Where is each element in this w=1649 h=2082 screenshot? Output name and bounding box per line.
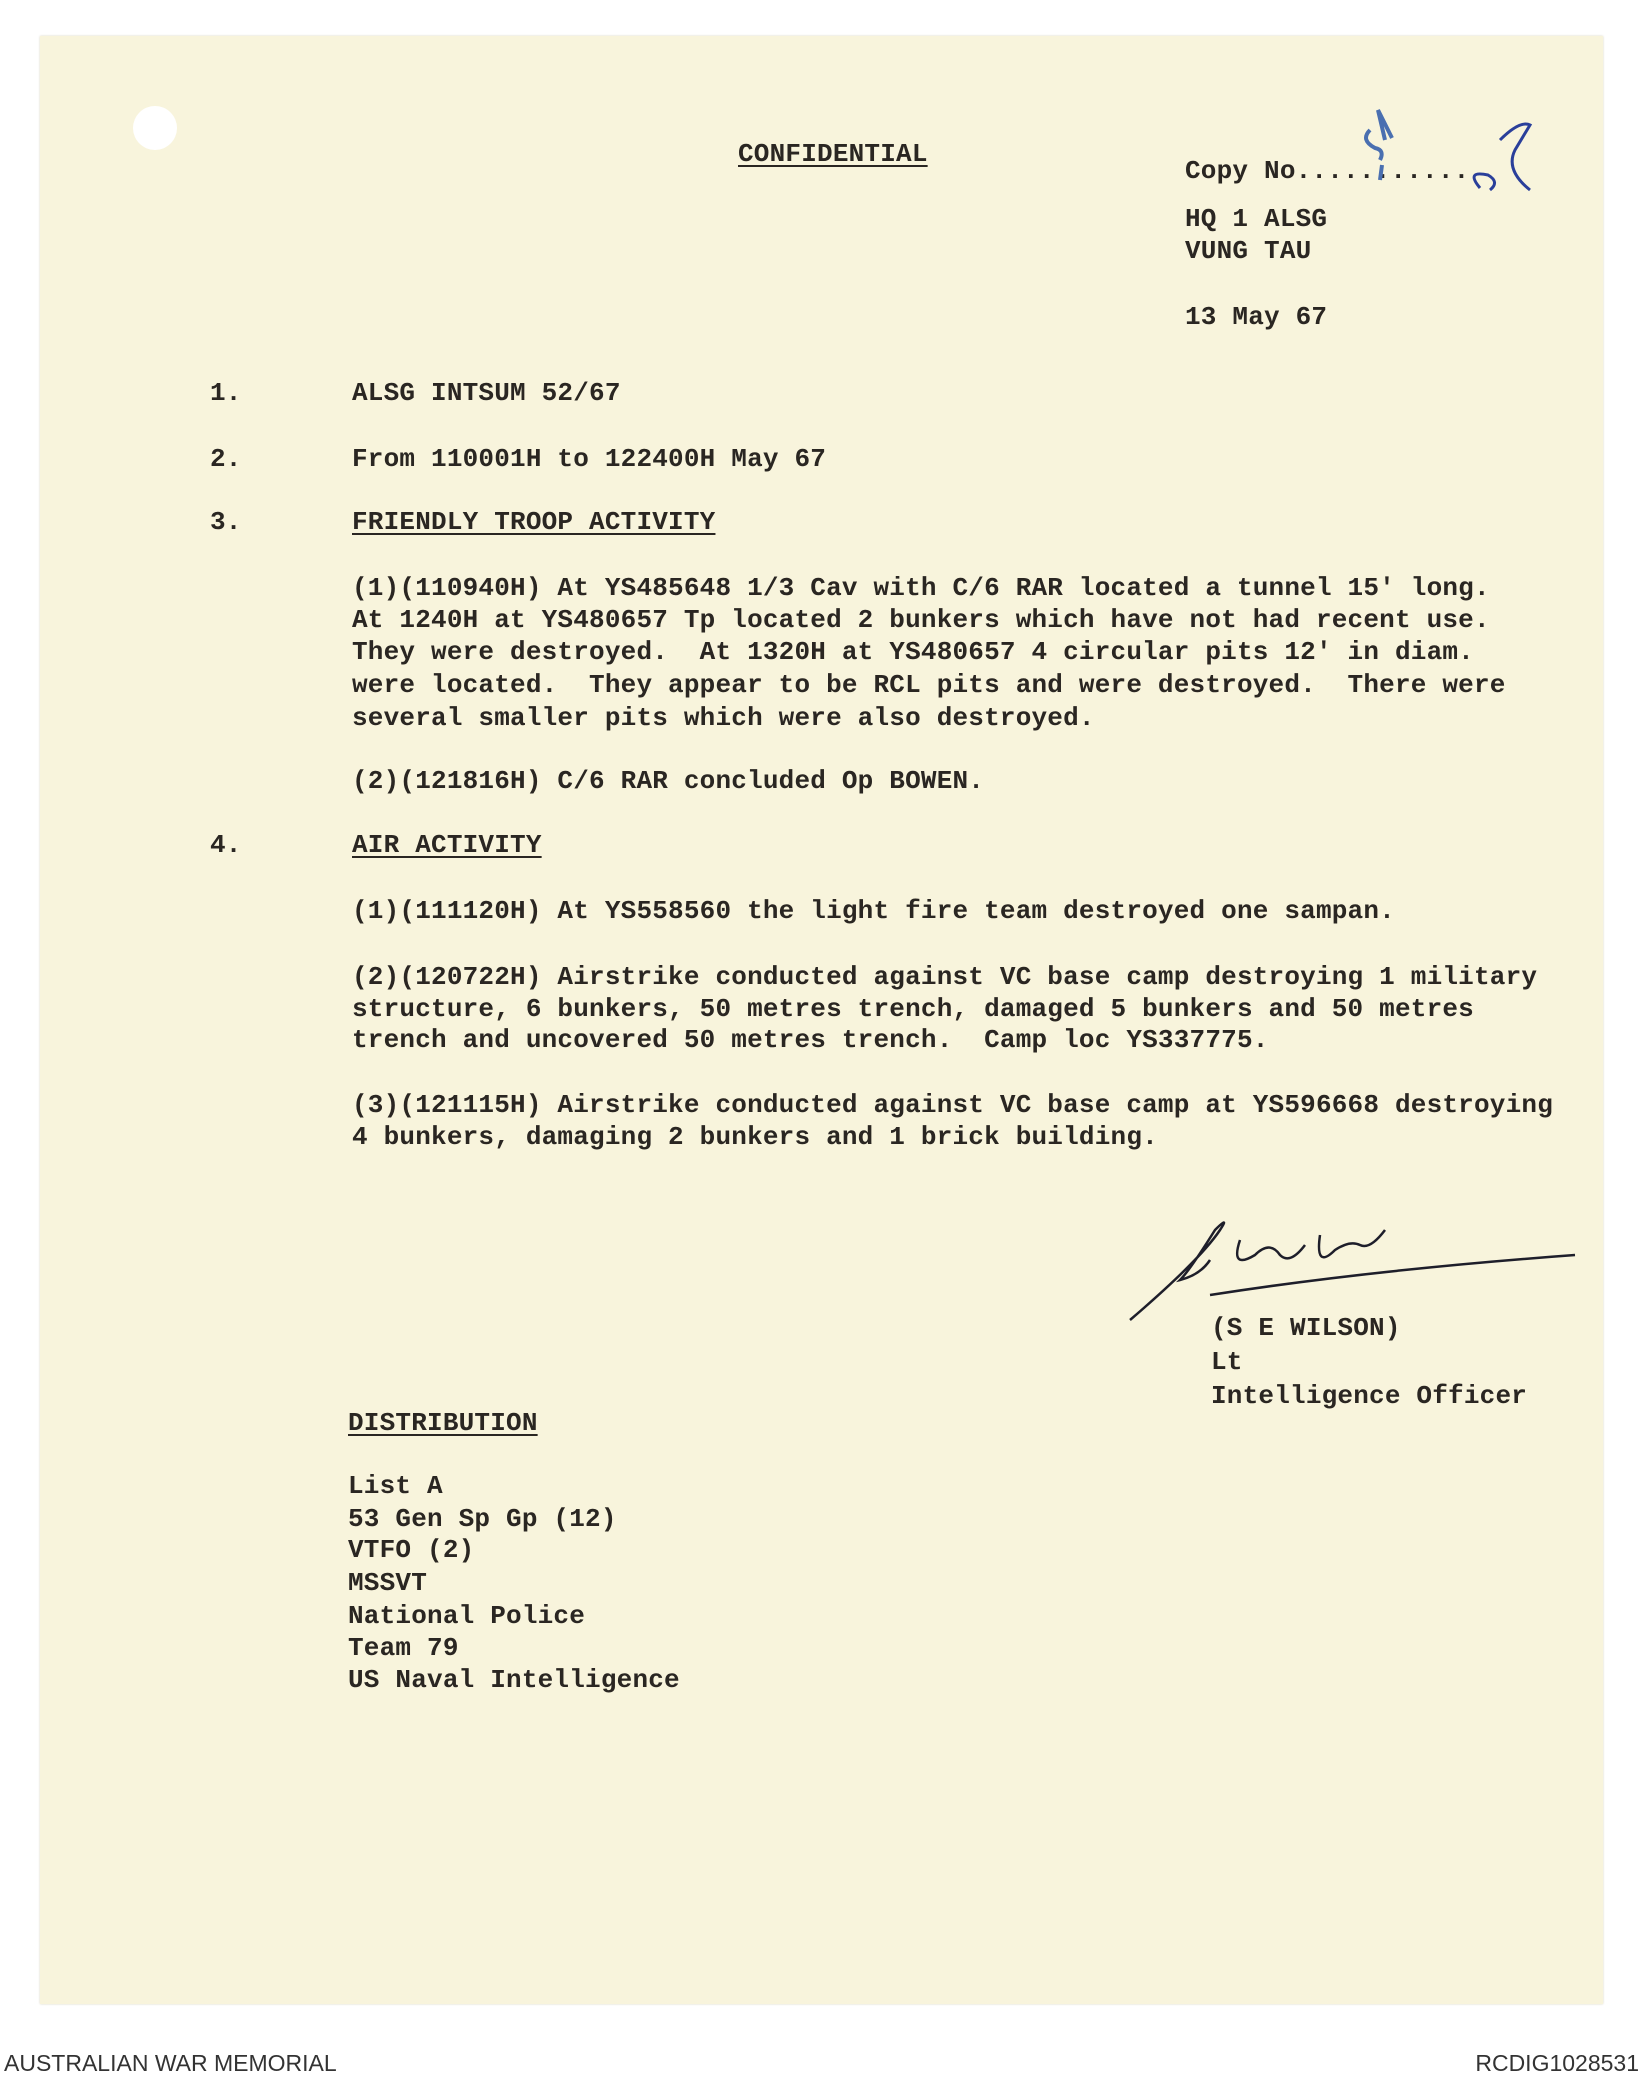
signatory-title: Intelligence Officer xyxy=(1211,1381,1528,1411)
copy-number: Copy No........... xyxy=(1185,156,1470,186)
footer-source: AUSTRALIAN WAR MEMORIAL xyxy=(4,2050,337,2076)
paragraph-line: At 1240H at YS480657 Tp located 2 bunkers which have not had recent use. xyxy=(352,605,1490,635)
punch-hole xyxy=(133,106,177,150)
paragraph-line: (2)(120722H) Airstrike conducted against VC base camp destroying 1 military xyxy=(352,962,1538,992)
paragraph-line: structure, 6 bunkers, 50 metres trench, damaged 5 bunkers and 50 metres xyxy=(352,994,1474,1024)
distribution-item: List A xyxy=(348,1471,443,1501)
signatory-name: (S E WILSON) xyxy=(1211,1313,1401,1343)
unit: HQ 1 ALSG xyxy=(1185,204,1328,234)
distribution-item: 53 Gen Sp Gp (12) xyxy=(348,1504,617,1534)
date: 13 May 67 xyxy=(1185,302,1328,332)
paragraph-line: They were destroyed. At 1320H at YS480657 4 circular pits 12' in diam. xyxy=(352,637,1474,667)
paragraph-line: (2)(121816H) C/6 RAR concluded Op BOWEN. xyxy=(352,766,985,796)
location: VUNG TAU xyxy=(1185,236,1312,266)
paragraph-line: (1)(110940H) At YS485648 1/3 Cav with C/6 RAR located a tunnel 15' long. xyxy=(352,573,1490,603)
paragraph-line: trench and uncovered 50 metres trench. Camp loc YS337775. xyxy=(352,1025,1269,1055)
paragraph-line: (1)(111120H) At YS558560 the light fire team destroyed one sampan. xyxy=(352,896,1395,926)
distribution-item: Team 79 xyxy=(348,1633,459,1663)
item-number: 1. xyxy=(210,378,242,408)
paragraph-line: were located. They appear to be RCL pits and were destroyed. There were xyxy=(352,670,1506,700)
classification: CONFIDENTIAL xyxy=(738,139,928,169)
distribution-heading: DISTRIBUTION xyxy=(348,1408,538,1438)
section-heading: FRIENDLY TROOP ACTIVITY xyxy=(352,507,716,537)
distribution-item: National Police xyxy=(348,1601,586,1631)
handwritten-copy-number xyxy=(1330,100,1550,200)
signature xyxy=(1120,1200,1580,1330)
paragraph-line: (3)(121115H) Airstrike conducted against VC base camp at YS596668 destroying xyxy=(352,1090,1553,1120)
distribution-item: VTFO (2) xyxy=(348,1535,475,1565)
distribution-item: MSSVT xyxy=(348,1568,428,1598)
signatory-rank: Lt xyxy=(1211,1347,1243,1377)
distribution-item: US Naval Intelligence xyxy=(348,1665,680,1695)
paragraph-line: several smaller pits which were also destroyed. xyxy=(352,703,1095,733)
item-number: 3. xyxy=(210,507,242,537)
section-heading: AIR ACTIVITY xyxy=(352,830,542,860)
footer-id: RCDIG1028531 xyxy=(1475,2050,1639,2076)
paragraph-line: 4 bunkers, damaging 2 bunkers and 1 brick building. xyxy=(352,1122,1158,1152)
item-number: 2. xyxy=(210,444,242,474)
period: From 110001H to 122400H May 67 xyxy=(352,444,827,474)
intsum-title: ALSG INTSUM 52/67 xyxy=(352,378,621,408)
item-number: 4. xyxy=(210,830,242,860)
